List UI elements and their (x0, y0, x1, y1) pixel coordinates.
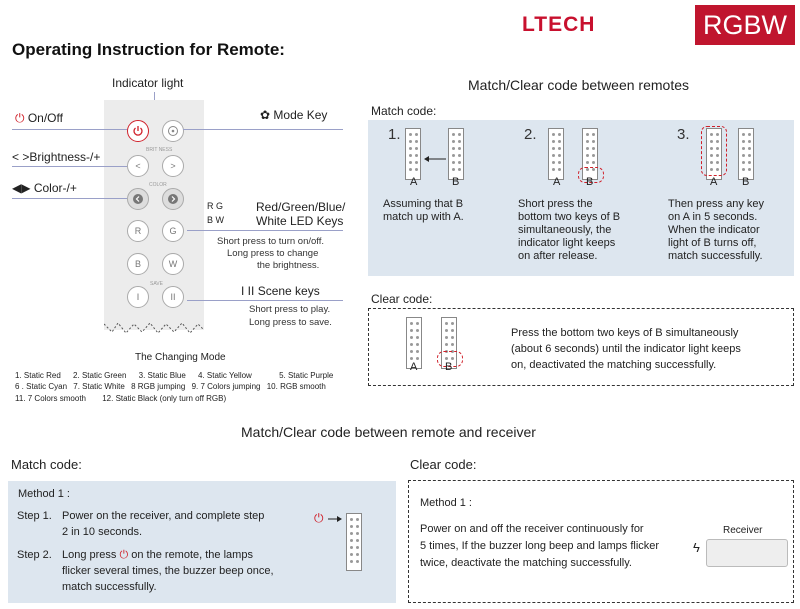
remote-key-dot (458, 147, 461, 150)
remote-icon-receiver (346, 513, 362, 571)
remote-key-dot (552, 168, 555, 171)
remote-key-dot (350, 532, 353, 535)
remote-key-dot (445, 322, 448, 325)
brightness-label: < >Brightness-/+ (12, 150, 101, 164)
receiver-method: Method 1 : (18, 488, 70, 500)
remote-key-dot (350, 525, 353, 528)
color-tiny-label: COLOR (149, 182, 167, 188)
remote-key-dot (416, 329, 419, 332)
scene-leader (187, 300, 343, 301)
color-leader (12, 198, 127, 199)
highlight-any-key (701, 126, 727, 176)
between-clear-box (368, 308, 794, 386)
rgbw-badge: RGBW (695, 5, 795, 45)
remote-key-dot (458, 168, 461, 171)
remote-key-dot (415, 168, 418, 171)
remote-key-dot (409, 147, 412, 150)
rgbw-title-2: White LED Keys (256, 214, 344, 228)
remote-key-dot (458, 140, 461, 143)
green-key: G (162, 220, 184, 242)
remote-key-dot (552, 161, 555, 164)
receiver-clear-box (408, 480, 794, 603)
remote-key-dot (592, 154, 595, 157)
remote-torn-edge (104, 318, 204, 340)
rgbw-title-1: Red/Green/Blue/ (256, 200, 346, 214)
remote-key-dot (452, 147, 455, 150)
remote-key-dot (592, 161, 595, 164)
remote-key-dot (748, 140, 751, 143)
remote-key-dot (410, 322, 413, 325)
remote-key-dot (415, 147, 418, 150)
remote-key-dot (451, 336, 454, 339)
remote-key-dot (558, 161, 561, 164)
remote-key-dot (742, 133, 745, 136)
remote-a-label-4: A (410, 361, 418, 373)
remote-b-label-2: B (586, 176, 594, 188)
remote-key-dot (748, 168, 751, 171)
remote-key-dot (410, 343, 413, 346)
remote-key-dot (416, 343, 419, 346)
receiver-section-title: Match/Clear code between remote and receiver (241, 424, 536, 440)
receiver-clear-label: Clear code: (410, 457, 477, 472)
receiver-step1-label: Step 1. (17, 510, 52, 522)
remote-b-label-4: B (445, 361, 453, 373)
remote-key-dot (458, 161, 461, 164)
power-key-icon (127, 120, 149, 142)
remote-key-dot (748, 161, 751, 164)
remote-key-dot (416, 336, 419, 339)
remote-key-dot (409, 161, 412, 164)
remote-key-dot (748, 147, 751, 150)
color-arrows-icon: ◀▶ (12, 181, 31, 195)
remote-key-dot (356, 553, 359, 556)
remote-b-icon-3 (738, 128, 754, 180)
remote-key-dot (451, 322, 454, 325)
between-match-panel (368, 120, 794, 276)
remote-b-label: B (452, 176, 460, 188)
on-off-leader (12, 129, 127, 130)
receiver-match-label: Match code: (11, 457, 82, 472)
power-icon-2: ⏻ (314, 511, 324, 525)
remote-key-dot (558, 147, 561, 150)
remote-key-dot (592, 140, 595, 143)
color-up-icon (162, 188, 184, 210)
remote-illustration (104, 100, 204, 330)
step2-number: 2. (524, 126, 537, 143)
remote-key-dot (458, 154, 461, 157)
remote-key-dot (592, 133, 595, 136)
remote-key-dot (558, 133, 561, 136)
color-down-icon (127, 188, 149, 210)
remote-key-dot (410, 350, 413, 353)
remote-key-dot (350, 560, 353, 563)
remote-key-dot (592, 147, 595, 150)
chevron-left-right-icon: < > (12, 150, 30, 164)
remote-a-icon-2 (548, 128, 564, 180)
remote-key-dot (552, 133, 555, 136)
remote-key-dot (415, 140, 418, 143)
remote-key-dot (742, 154, 745, 157)
remote-key-dot (410, 329, 413, 332)
scene-label: I II Scene keys (241, 284, 320, 298)
remote-key-dot (586, 140, 589, 143)
mode-leader (183, 129, 343, 130)
white-key: W (162, 253, 184, 275)
indicator-light-label: Indicator light (112, 76, 184, 90)
rgbw-desc-2: Long press to change (227, 248, 319, 259)
remote-key-dot (415, 133, 418, 136)
brightness-up-icon: > (162, 155, 184, 177)
step3-text: Then press any key on A in 5 seconds. When the indicator light of B turns off, match successfully. (668, 198, 764, 262)
rgbw-letters-bottom: B W (207, 215, 224, 225)
remote-key-dot (356, 525, 359, 528)
scene-desc-1: Short press to play. (249, 304, 331, 315)
remote-key-dot (409, 154, 412, 157)
remote-key-dot (552, 140, 555, 143)
rgbw-desc-1: Short press to turn on/off. (217, 236, 325, 247)
remote-key-dot (586, 154, 589, 157)
rgbw-letters-top: R G (207, 201, 224, 211)
remote-key-dot (552, 147, 555, 150)
remote-key-dot (356, 546, 359, 549)
remote-key-dot (452, 168, 455, 171)
remote-a-icon (405, 128, 421, 180)
remote-key-dot (356, 539, 359, 542)
remote-key-dot (742, 161, 745, 164)
remote-key-dot (452, 154, 455, 157)
red-key: R (127, 220, 149, 242)
rgbw-leader (187, 230, 343, 231)
page-title: Operating Instruction for Remote: (12, 40, 285, 59)
between-clear-label: Clear code: (371, 292, 433, 306)
remote-b-label-3: B (742, 176, 750, 188)
remote-key-dot (410, 357, 413, 360)
rgbw-desc-3: the brightness. (257, 260, 320, 271)
between-remotes-title: Match/Clear code between remotes (468, 77, 689, 93)
mode-key-label: ✿ Mode Key (260, 108, 328, 122)
arrow-right-icon (328, 515, 342, 523)
color-label: ◀▶ Color-/+ (12, 181, 77, 195)
scene2-key: II (162, 286, 184, 308)
remote-key-dot (350, 518, 353, 521)
brightness-leader (12, 166, 127, 167)
remote-key-dot (409, 133, 412, 136)
remote-key-dot (410, 336, 413, 339)
step1-number: 1. (388, 126, 401, 143)
blue-key: B (127, 253, 149, 275)
receiver-step1-text: Power on the receiver, and complete step 2 in 10 seconds. (62, 510, 265, 538)
remote-key-dot (586, 133, 589, 136)
remote-key-dot (350, 539, 353, 542)
mode-row-2: 6 . Static Cyan 7. Static White 8 RGB jumping 9. 7 Colors jumping 10. RGB smooth (15, 382, 326, 391)
remote-key-dot (350, 553, 353, 556)
remote-key-dot (409, 140, 412, 143)
brand-logo: LTECH (522, 13, 596, 36)
remote-key-dot (558, 154, 561, 157)
mode-key-icon (162, 120, 184, 142)
remote-a-label-3: A (710, 176, 718, 188)
remote-key-dot (558, 140, 561, 143)
mode-row-3: 11. 7 Colors smooth 12. Static Black (only turn off RGB) (15, 394, 227, 403)
remote-key-dot (742, 140, 745, 143)
remote-key-dot (356, 560, 359, 563)
remote-key-dot (586, 147, 589, 150)
receiver-clear-method: Method 1 : (420, 497, 472, 509)
remote-key-dot (451, 329, 454, 332)
remote-key-dot (451, 343, 454, 346)
remote-key-dot (356, 532, 359, 535)
arrow-left-icon (424, 154, 448, 164)
receiver-clear-text: Power on and off the receiver continuously for 5 times, If the buzzer long beep and lamps flicker twice, deactivate the matching successfully. (420, 523, 660, 569)
remote-key-dot (416, 357, 419, 360)
remote-key-dot (458, 133, 461, 136)
brightness-down-icon: < (127, 155, 149, 177)
remote-key-dot (586, 161, 589, 164)
remote-key-dot (356, 518, 359, 521)
remote-key-dot (445, 343, 448, 346)
remote-key-dot (416, 350, 419, 353)
remote-b-icon (448, 128, 464, 180)
remote-key-dot (452, 161, 455, 164)
bri-tiny-label: BRIT NESS (146, 147, 173, 153)
step1-text: Assuming that B match up with A. (383, 198, 464, 223)
remote-key-dot (558, 168, 561, 171)
step3-number: 3. (677, 126, 690, 143)
receiver-label: Receiver (723, 525, 763, 536)
remote-key-dot (415, 154, 418, 157)
remote-key-dot (409, 168, 412, 171)
remote-key-dot (742, 147, 745, 150)
power-icon: ⏻ (15, 111, 25, 125)
remote-a-label-2: A (553, 176, 561, 188)
remote-key-dot (452, 133, 455, 136)
scene-desc-2: Long press to save. (249, 317, 332, 328)
mode-icon: ✿ (260, 108, 271, 122)
lightning-icon: ϟ (693, 540, 700, 555)
on-off-label: ⏻ On/Off (15, 111, 63, 125)
receiver-device-icon (706, 539, 788, 567)
between-clear-text: Press the bottom two keys of B simultaneously (about 6 seconds) until the indicator light keeps on, deactivated the matching successfully. (511, 327, 741, 371)
mode-row-1: 1. Static Red 2. Static Green 3. Static Blue 4. Static Yellow 5. Static Purple (15, 371, 334, 380)
remote-key-dot (748, 154, 751, 157)
remote-key-dot (445, 336, 448, 339)
remote-key-dot (415, 161, 418, 164)
changing-mode-title: The Changing Mode (135, 352, 226, 363)
remote-key-dot (748, 133, 751, 136)
power-icon-inline: ⏻ (119, 549, 129, 561)
scene1-key: I (127, 286, 149, 308)
between-match-label: Match code: (371, 104, 437, 118)
remote-key-dot (552, 154, 555, 157)
remote-key-dot (452, 140, 455, 143)
save-tiny-label: SAVE (150, 281, 163, 287)
remote-key-dot (742, 168, 745, 171)
receiver-match-panel (8, 481, 396, 603)
receiver-step2-text: Long press ⏻ on the remote, the lamps flicker several times, the buzzer beep once, match successfully. (62, 549, 274, 593)
remote-a-label: A (410, 176, 418, 188)
remote-key-dot (416, 322, 419, 325)
remote-key-dot (445, 329, 448, 332)
receiver-step2-label: Step 2. (17, 549, 52, 561)
step2-text: Short press the bottom two keys of B simultaneously, the indicator light keeps on after release. (518, 198, 621, 262)
remote-key-dot (350, 546, 353, 549)
